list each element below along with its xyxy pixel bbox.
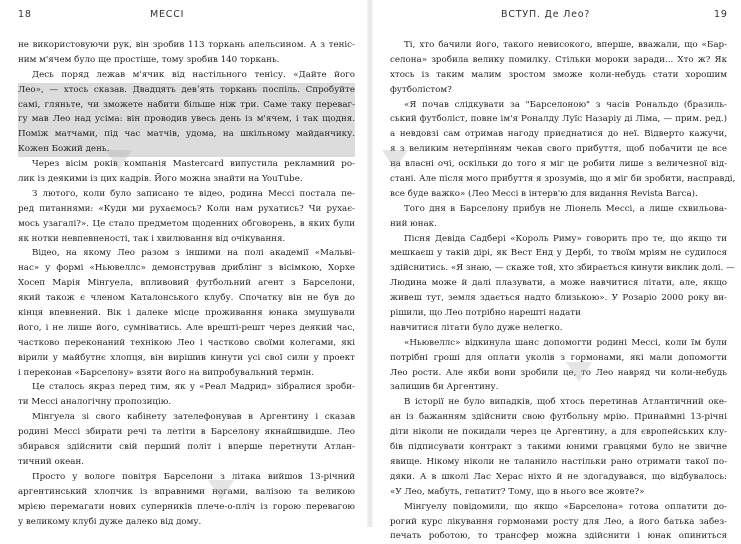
text-line: все буде важко» (Лео Мессі в інтерв'ю для видання Revista Barca). [390,188,698,199]
text-line: Мінгуела зі свого кабінету зателефонував в Аргентину і сказав [32,412,355,423]
text-line: З лютого, коли було записано те відео, родина Мессі постала пе- [32,188,355,199]
text-line: Поміж матчами, під час матчів, удома, на шкільному майданчику. [18,127,355,142]
text-line: Пісня Девіда Садбері «Король Риму» говорить про те, що якщо ти [404,233,727,244]
watermark-icon [566,362,592,382]
text-line: здійснитись. «Я знаю, — скаже той, хто збирається кинути виклик долі. — [390,263,735,274]
text-line: бів підписувати контракт з такими юними гравцями було не звичне [390,442,727,453]
text-line: «Я почав слідкувати за "Барселоною" з часів Рональдо (бразиль- [404,99,727,110]
text-line: мешкаєш у такій дірі, як Вест Енд у Дербі, то твоїм мріям не судилося [390,248,727,259]
text-line: лик із деякими із цих кадрів. Його можна знайти на YouTube. [18,174,303,185]
text-line: мрією перемагати нових суперників плече-о-пліч із горою перевагою [18,501,355,512]
text-line: ський футболіст, повне ім'я Роналду Луїс Назаріу ді Ліма, — прим. ред.) [390,114,727,125]
text-line: Десь поряд лежав м'ячик від настільного тенісу. «Дайте його [32,69,355,80]
text-line: навчитися літати було дуже нелегко. [390,322,563,333]
watermark-icon [208,480,234,500]
running-head-left: МЕССІ [150,9,185,20]
text-line: аргентинський хлопчик із вправними ногами, валізою та великою [18,486,355,497]
text-line: залишив би Аргентину. [390,382,499,393]
text-line: який також є членом Каталонського клубу. Спочатку він не був до [18,293,355,304]
text-line: живеш тут, земля здається надто близькою». У Розаріо 2000 року ви- [390,293,727,304]
text-line: нас» у формі «Ньювеллс» демонстрував дриблінг з вісімкою, Хорхе [18,263,355,274]
text-line: Людина може й далі плазувати, а може навчитися літати, але, якщо [390,278,727,289]
text-line: ний юнак. [390,218,437,229]
text-line: самі, гляньте, чи зможете набити більше ніж три. Саме таку переваг- [18,98,355,113]
text-line: Просто у вологе повітря Барселони з літака вийшов 13-річний [32,471,355,482]
page-number-left: 18 [18,9,32,20]
text-line: як нотки невпевненості, так і хвилювання від очікування. [18,233,286,244]
watermark-icon [382,150,408,170]
text-line: рішили, що Лео потрібно нарешті надати [390,308,581,319]
text-line: ан із бажанням здійснити свою футбольну мрію. Принаймні 13-річні [390,412,727,423]
text-line: явище. Нікому ніколи не таланило настільки рано отримати такої по- [390,456,727,467]
text-line: рогий курс лікування гормонами росту для Лео, а його батька забез- [390,516,727,527]
left-page [0,0,370,527]
text-line: стані. Але після мого прибуття я зрозумів, що я міг би зробити, насправді, [390,174,736,185]
text-line: селона» зробила велику помилку. Стільки мороки заради... Хто ж? Як [390,54,727,65]
text-line: у великому клубі дуже далеко від дому. [18,516,202,527]
text-line: потрібні гроші для оплати уколів з гормонами, які мали допомогти [390,352,727,363]
running-head-right: ВСТУП. Де Лео? [501,9,591,20]
text-line: Хосеп Марія Мінгуела, впливовий футбольний агент з Барселони, [18,278,355,289]
text-line: і переконав «Барселону» взяти його на випробувальний термін. [18,367,315,378]
text-line: діти ніколи не покидали через це Аргентину, а для європейських клу- [390,427,727,438]
text-line: вірили у майбутнє хлопця, він вирішив кинути усі свої сили у проект [18,352,355,363]
text-line: тичний океан. [18,456,85,467]
text-line: хтось із таким малим зростом зможе коли-небудь стати хорошим [390,69,727,80]
text-line: Через вісім років компанія Mastercard випустила рекламний ро- [32,159,355,170]
right-page-body [390,38,736,544]
text-line: родині Мессі збирати речі та летіти в Барселону якнайшвидше. Лео [18,427,355,438]
left-page-body [18,38,355,529]
text-line: «У Лео, мабуть, гепатит? Тому, що в нього все жовте?» [390,486,645,497]
text-line: мось узагалі?». Це стало предметом щоденних обговорень, в яких були [18,218,355,229]
watermark-icon [106,150,132,170]
text-line: Кожен Божий день. [18,142,355,157]
text-line: ним м'ячем було ще простіше, тому зробив 140 торкань. [18,54,280,65]
text-line: Лео», — хтось сказав. Двадцять девʼять торкань поспіль. Спробуйте [18,83,355,98]
text-line: Ті, хто бачили його, такого невисокого, вперше, вважали, що «Бар- [404,40,727,50]
text-line: частково переконаний технікою Лео і частково своїми колегами, які [18,337,355,348]
text-line: я з великим нетерпінням чекав свого прибуття, щоб побачити це все [390,144,727,155]
text-line: Відео, на якому Лео разом з іншими на полі академії «Мальві- [32,248,355,259]
text-line: дяки. А в школі Лас Херас ніхто й не здогадувався, що відбувалось: [390,471,727,482]
text-line: Лео рости. Але якби вони зробили це, то Лео навряд чи коли-небудь [390,367,727,378]
text-line: а невдовзі сам отримав нагоду приєднатися до неї. Відверто кажучи, [390,129,727,140]
text-line: не використовуючи рук, він зробив 113 торкань апельсином. А з теніс- [18,40,355,50]
text-line: «Ньювеллс» відкинула шанс допомогти родині Мессі, коли їм були [404,337,727,348]
text-line: футболістом? [390,84,452,95]
text-line: гу мав Лео над усіма: він проводив увесь день із м'ячем, і так щодня. [18,112,355,127]
text-line: ти Мессі аналогічну пропозицію. [18,397,172,408]
text-line: Того дня в Барселону прибув не Ліонель Мессі, а лише схвильова- [404,203,727,214]
text-line: печать роботою, то трансфер можна здійснити і юнак опиниться [390,531,727,542]
text-line: ред питаннями: «Куди ми рухаємось? Коли нам рухатись? Чи рухає- [18,203,355,214]
text-line: Мінгуелу повідомили, що якщо «Барселона» готова оплатити до- [404,501,727,512]
text-line: на власні очі, оскільки до того я міг це робити лише з величезної від- [390,159,727,170]
text-line: Це сталось якраз перед тим, як у «Реал Мадрид» зібралися зроби- [32,382,355,393]
text-line: збирався здійснити свій перший політ і вперше перетнути Атлан- [18,442,355,453]
text-line: його, і не лише його, сумніватись. Але врешті-решт через деякий час, [18,322,355,333]
text-line: В історії не було випадків, щоб хтось перетинав Атлантичний оке- [404,397,727,408]
text-line: кінця впевнений. Вік і далеке місце проживання юнака змушували [18,308,355,319]
right-page [370,0,741,542]
page-number-right: 19 [714,9,728,20]
